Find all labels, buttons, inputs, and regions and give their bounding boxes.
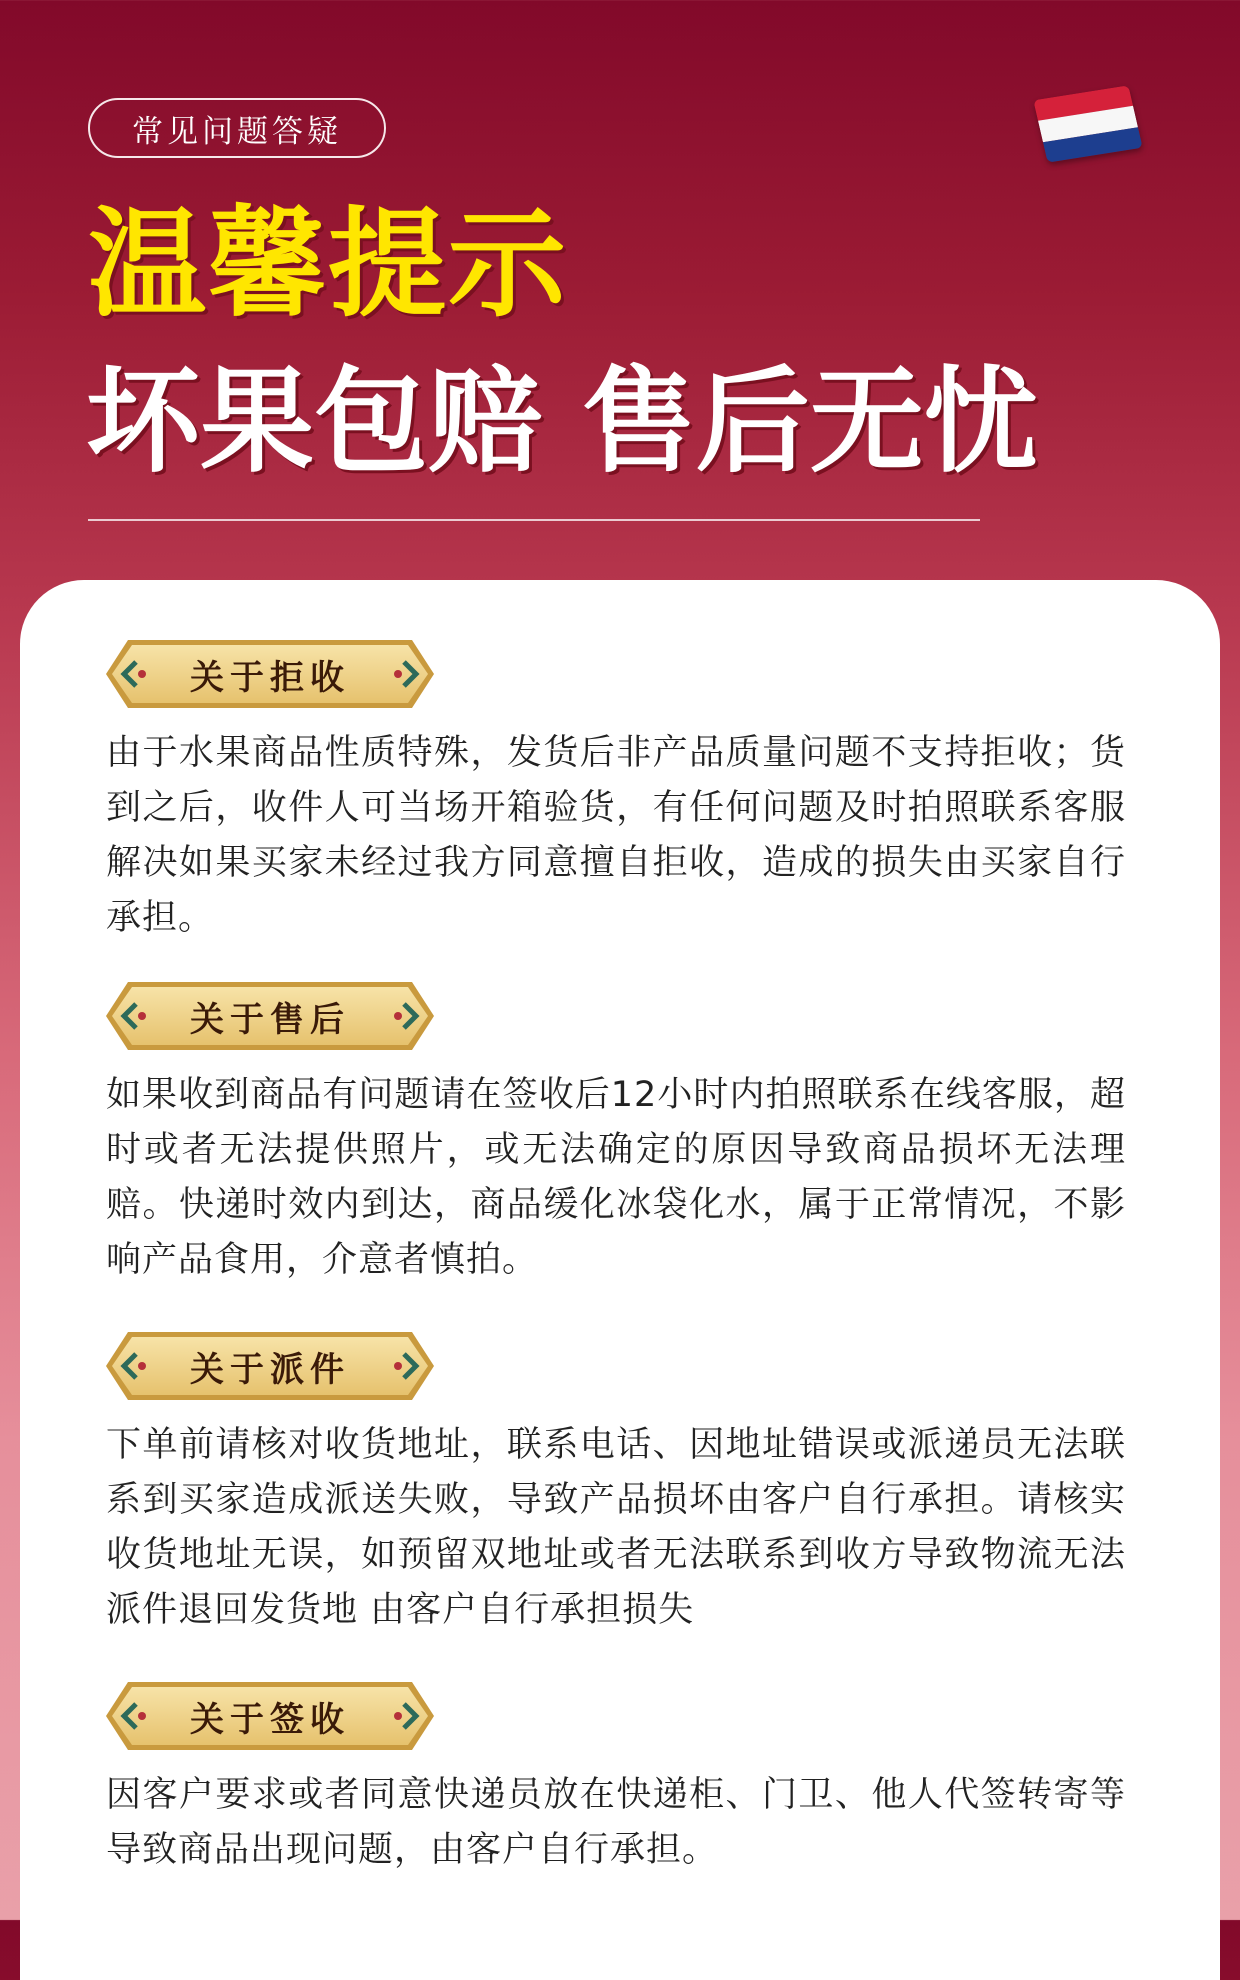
section-body: 因客户要求或者同意快递员放在快递柜、门卫、他人代签转寄等导致商品出现问题，由客户自行承担。	[106, 1775, 1126, 1870]
section-tag	[106, 1682, 434, 1750]
netherlands-flag-icon	[1033, 85, 1142, 162]
section-title: 关于售后	[190, 999, 350, 1040]
section-tag	[106, 982, 434, 1050]
faq-badge: 常见问题答疑	[88, 98, 386, 158]
section-rejection	[106, 640, 1126, 946]
section-after-sales	[106, 982, 1126, 1288]
section-title: 关于派件	[190, 1349, 350, 1390]
section-body: 如果收到商品有问题请在签收后12小时内拍照联系在线客服，超时或者无法提供照片，或无法确定的原因导致商品损坏无法理赔。快递时效内到达，商品缓化冰袋化水，属于正常情况，不影响产品食用，介意者慎拍。	[106, 1075, 1126, 1280]
headline-warm-tips: 温馨提示	[88, 195, 569, 333]
section-tag	[106, 640, 434, 708]
headline-guarantee: 坏果包赔 售后无忧	[86, 355, 1038, 488]
section-title: 关于签收	[190, 1699, 350, 1740]
section-body: 由于水果商品性质特殊，发货后非产品质量问题不支持拒收；货到之后，收件人可当场开箱验货，有任何问题及时拍照联系客服解决如果买家未经过我方同意擅自拒收，造成的损失由买家自行承担。	[106, 733, 1126, 938]
header-divider	[88, 519, 980, 521]
section-tag	[106, 1332, 434, 1400]
section-body: 下单前请核对收货地址，联系电话、因地址错误或派递员无法联系到买家造成派送失败，导致产品损坏由客户自行承担。请核实收货地址无误，如预留双地址或者无法联系到收方导致物流无法派件退回发货地 由客户自行承担损失	[106, 1425, 1126, 1630]
section-delivery	[106, 1332, 1126, 1638]
section-title: 关于拒收	[190, 657, 350, 698]
section-signing	[106, 1682, 1126, 1878]
